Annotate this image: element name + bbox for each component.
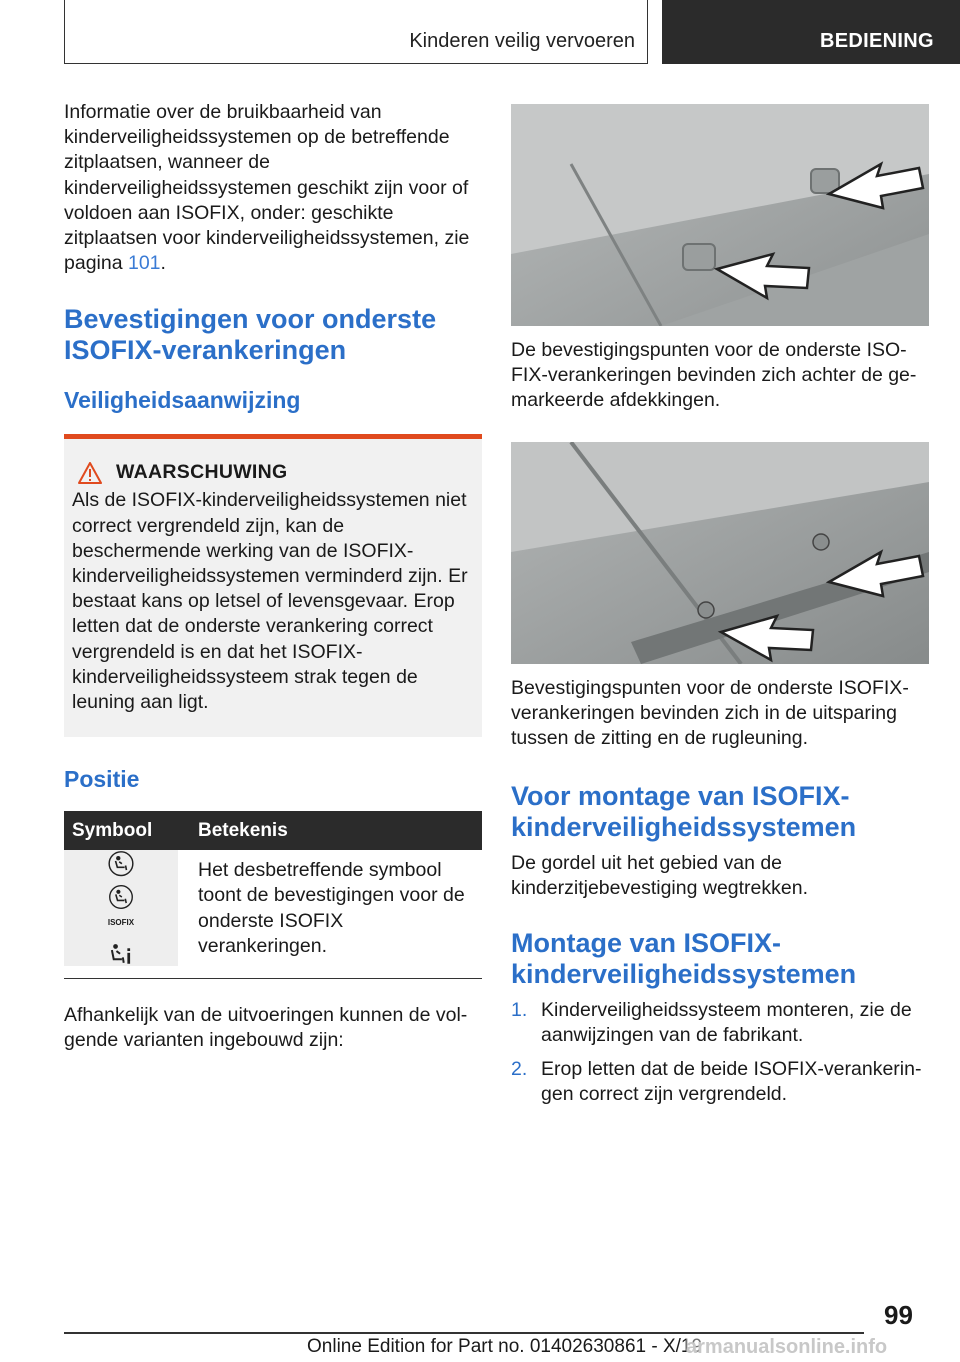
heading-mounting: Montage van ISOFIX-kinderveiligheidssystemen — [511, 927, 857, 989]
isofix-gap-photo — [511, 442, 929, 664]
caption-gap: Bevestigingspunten voor de onderste ISOFIX-verankeringen bevinden zich in de uitsparing tussen de zitting en de rugleuning. — [511, 676, 909, 750]
heading-before-mounting: Voor montage van ISOFIX-kinderveiligheidssystemen — [511, 781, 857, 843]
isofix-label: ISOFIX — [107, 917, 135, 927]
warning-text: Als de ISOFIX-kinderveiligheidssystemen niet correct vergrendeld zijn, kan de beschermende werking van de ISOFIX-kinderveiligheidssystemen verminderd zijn. Er bestaat kans op letsel of levensgevaar. Erop letten dat de onderste verankering correct vergrendeld is en dat het ISOFIX-kinderveiligheidssysteem strak tegen de leuning aan ligt. — [72, 489, 468, 714]
isofix-anchor-icon — [108, 884, 134, 910]
warning-box — [64, 434, 482, 737]
left-column — [64, 100, 482, 1054]
column-header-symbol: Symbool — [64, 811, 190, 850]
subheading-position: Positie — [64, 766, 140, 793]
warning-title: WAARSCHUWING — [116, 461, 288, 484]
isofix-icon-group — [108, 884, 134, 935]
intro-text: Informatie over de bruikbaarheid van kinderveiligheidssystemen op de betreffende zitplaatsen, wanneer de kinderveiligheidssystemen geschikt zijn voor of voldoen aan ISOFIX, onder: geschikte zitplaatsen voor kinderveiligheidssystemen, zie pagina — [64, 101, 470, 275]
caption-covers: De bevestigingspunten voor de onderste ISOFIX-verankeringen bevinden zich achter de gemarkeerde afdekkingen. — [511, 339, 917, 412]
step-number: 1. — [511, 998, 528, 1021]
isofix-covers-photo — [511, 104, 929, 326]
intro-end: . — [160, 252, 166, 275]
variants-paragraph: Afhankelijk van de uitvoeringen kunnen de volgende varianten ingebouwd zijn: — [64, 1004, 468, 1052]
right-column — [511, 104, 929, 1116]
warning-triangle-icon — [78, 462, 102, 484]
header-chapter-box — [64, 0, 648, 64]
child-seat-info-icon — [106, 941, 136, 966]
meaning-cell: Het desbetreffende symbool toont de bevestigingen voor de onderste ISOFIX verankeringen. — [190, 850, 482, 979]
warning-header — [78, 461, 472, 484]
footer-divider — [64, 1332, 864, 1334]
list-item — [511, 998, 929, 1048]
symbol-table — [64, 811, 482, 979]
intro-paragraph — [64, 100, 482, 276]
mounting-steps — [511, 998, 929, 1108]
step-text: Kinderveiligheidssysteem monteren, zie de aanwijzingen van de fabrikant. — [541, 998, 912, 1046]
section-tab — [662, 0, 960, 64]
watermark: armanualsonline.info — [686, 1336, 888, 1358]
step-number: 2. — [511, 1058, 528, 1081]
before-mounting-text: De gordel uit het gebied van de kinderzitjebevestiging wegtrekken. — [511, 852, 808, 900]
isofix-symbols — [64, 850, 178, 966]
heading-isofix-anchors: Bevestigingen voor onderste ISOFIX-verankeringen — [64, 304, 437, 366]
subheading-safety: Veiligheidsaanwijzing — [64, 387, 301, 414]
symbol-cell — [64, 850, 190, 979]
section-title: BEDIENING — [820, 30, 934, 52]
step-text: Erop letten dat de beide ISOFIX-verankeringen correct zijn vergrendeld. — [541, 1058, 922, 1106]
page-link[interactable]: 101 — [127, 252, 161, 275]
table-row — [64, 850, 482, 979]
edition-text: Online Edition for Part no. 01402630861 - X/19 — [307, 1336, 703, 1357]
page-number: 99 — [884, 1300, 913, 1330]
column-header-meaning: Betekenis — [190, 811, 482, 850]
list-item — [511, 1057, 929, 1107]
child-seat-icon — [106, 850, 136, 877]
chapter-title: Kinderen veilig vervoeren — [409, 30, 635, 52]
